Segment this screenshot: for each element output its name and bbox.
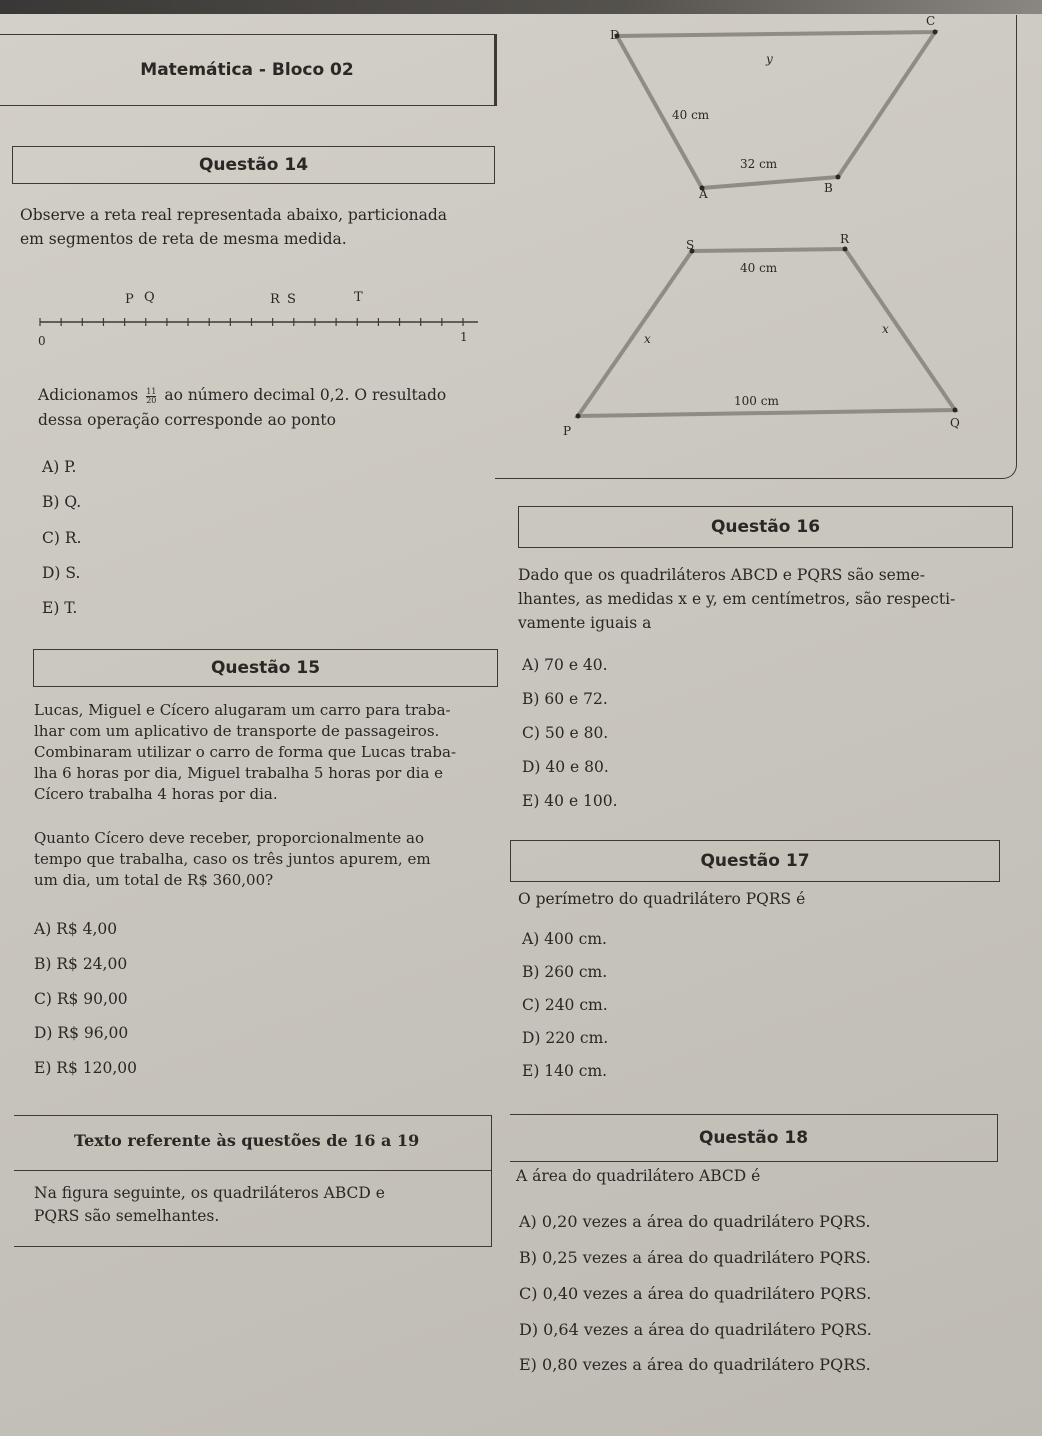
- label-one: 1: [460, 330, 468, 344]
- q15-line-2: lhar com um aplicativo de transporte de passageiros.: [34, 722, 440, 740]
- q15-line-4: lha 6 horas por dia, Miguel trabalha 5 horas por dia e: [34, 764, 444, 782]
- q14-title: Questão 14: [198, 155, 309, 175]
- label-p: P: [125, 292, 134, 307]
- page-title-box: [0, 34, 495, 106]
- q14-title-box: [12, 146, 495, 184]
- q14-option-d[interactable]: D) S.: [42, 564, 81, 582]
- text-reference-line-2: PQRS são semelhantes.: [34, 1207, 220, 1225]
- q15-line-6: Quanto Cícero deve receber, proporcionalmente ao: [34, 829, 425, 847]
- q15-line-8: um dia, um total de R$ 360,00?: [34, 871, 274, 889]
- fraction-den: 20: [146, 395, 157, 405]
- q15-paragraph-1: [34, 700, 504, 805]
- q16-option-c[interactable]: C) 50 e 80.: [522, 724, 609, 742]
- q15-line-5: Cícero trabalha 4 horas por dia.: [34, 785, 278, 803]
- q15-option-b[interactable]: B) R$ 24,00: [34, 955, 128, 973]
- vertex-q: [953, 408, 958, 413]
- q16-title-box: [518, 506, 1013, 548]
- q14-option-b[interactable]: B) Q.: [42, 493, 82, 511]
- q18-title: Questão 18: [698, 1128, 809, 1148]
- label-side-ab: 32 cm: [740, 157, 778, 171]
- q16-line-1: Dado que os quadriláteros ABCD e PQRS são seme-: [518, 566, 925, 584]
- vertex-r: [843, 247, 848, 252]
- q15-line-3: Combinaram utilizar o carro de forma que Lucas traba-: [34, 743, 457, 761]
- label-a: A: [699, 187, 708, 201]
- q14-text-2: em segmentos de reta de mesma medida.: [20, 230, 347, 248]
- q16-option-a[interactable]: A) 70 e 40.: [522, 656, 608, 674]
- label-t: T: [354, 290, 363, 305]
- number-line: [30, 285, 500, 355]
- vertex-b: [836, 175, 841, 180]
- text-reference-divider: [14, 1170, 492, 1171]
- q17-option-c[interactable]: C) 240 cm.: [522, 996, 608, 1014]
- q16-option-e[interactable]: E) 40 e 100.: [522, 792, 618, 810]
- q15-option-a[interactable]: A) R$ 4,00: [34, 920, 118, 938]
- label-y: y: [766, 52, 773, 66]
- q17-option-a[interactable]: A) 400 cm.: [522, 930, 607, 948]
- similar-quadrilaterals-figure: [540, 20, 1010, 440]
- label-zero: 0: [38, 334, 46, 348]
- q18-option-d[interactable]: D) 0,64 vezes a área do quadrilátero PQRS.: [519, 1320, 872, 1339]
- q14-option-e[interactable]: E) T.: [42, 599, 78, 617]
- q18-text: A área do quadrilátero ABCD é: [516, 1167, 761, 1185]
- label-x-right: x: [882, 322, 889, 336]
- q17-text: O perímetro do quadrilátero PQRS é: [518, 890, 806, 908]
- q18-option-a[interactable]: A) 0,20 vezes a área do quadrilátero PQRS.: [519, 1212, 871, 1231]
- label-s-vertex: S: [686, 238, 695, 252]
- number-line-ticks: [40, 318, 463, 326]
- label-side-sr: 40 cm: [740, 261, 778, 275]
- q16-line-3: vamente iguais a: [518, 614, 652, 632]
- q18-title-box: [510, 1114, 998, 1162]
- q15-title-box: [33, 649, 498, 687]
- q17-title: Questão 17: [700, 851, 810, 871]
- q14-text-3a: Adicionamos: [38, 386, 139, 404]
- q17-option-e[interactable]: E) 140 cm.: [522, 1062, 608, 1080]
- label-q-vertex: Q: [950, 416, 960, 430]
- q14-text-3: [38, 385, 446, 406]
- label-b: B: [824, 181, 833, 195]
- q16-option-b[interactable]: B) 60 e 72.: [522, 690, 608, 708]
- label-p-vertex: P: [563, 424, 572, 438]
- q17-option-b[interactable]: B) 260 cm.: [522, 963, 608, 981]
- fraction-num: 11: [146, 386, 157, 396]
- q15-option-d[interactable]: D) R$ 96,00: [34, 1024, 129, 1042]
- label-s: S: [287, 292, 296, 307]
- label-r: R: [270, 292, 280, 307]
- fraction: [146, 388, 156, 405]
- q16-title: Questão 16: [710, 517, 821, 537]
- q15-line-1: Lucas, Miguel e Cícero alugaram um carro para traba-: [34, 701, 451, 719]
- q14-option-a[interactable]: A) P.: [42, 458, 77, 476]
- q14-text-1: Observe a reta real representada abaixo, particionada: [20, 206, 448, 224]
- page-title: Matemática - Bloco 02: [140, 60, 354, 80]
- q16-paragraph: [518, 563, 1018, 635]
- vertex-p: [576, 414, 581, 419]
- label-r-vertex: R: [840, 232, 850, 246]
- label-d: D: [610, 28, 620, 42]
- vertex-c: [933, 30, 938, 35]
- figure-panel-left-edge: [495, 34, 497, 106]
- q14-option-c[interactable]: C) R.: [42, 529, 82, 547]
- q14-text-4: dessa operação corresponde ao ponto: [38, 411, 336, 429]
- label-q: Q: [144, 290, 155, 305]
- q16-option-d[interactable]: D) 40 e 80.: [522, 758, 609, 776]
- q15-option-e[interactable]: E) R$ 120,00: [34, 1059, 137, 1077]
- q18-option-e[interactable]: E) 0,80 vezes a área do quadrilátero PQRS.: [519, 1355, 871, 1374]
- top-edge: [0, 0, 1042, 14]
- q14-text-3b: ao número decimal 0,2. O resultado: [164, 386, 447, 404]
- q15-line-7: tempo que trabalha, caso os três juntos apurem, em: [34, 850, 431, 868]
- label-side-pq: 100 cm: [734, 394, 779, 408]
- q17-title-box: [510, 840, 1000, 882]
- q15-paragraph-2: [34, 828, 504, 891]
- q17-option-d[interactable]: D) 220 cm.: [522, 1029, 609, 1047]
- text-reference-line-1: Na figura seguinte, os quadriláteros ABCD e: [34, 1184, 385, 1202]
- q15-title: Questão 15: [210, 658, 321, 678]
- q18-option-b[interactable]: B) 0,25 vezes a área do quadrilátero PQRS.: [519, 1248, 871, 1267]
- text-reference-title: Texto referente às questões de 16 a 19: [74, 1131, 420, 1150]
- label-x-left: x: [644, 332, 651, 346]
- q15-option-c[interactable]: C) R$ 90,00: [34, 990, 128, 1008]
- label-c: C: [926, 14, 936, 28]
- label-side-ad: 40 cm: [672, 108, 710, 122]
- q16-line-2: lhantes, as medidas x e y, em centímetros, são respecti-: [518, 590, 956, 608]
- q18-option-c[interactable]: C) 0,40 vezes a área do quadrilátero PQRS.: [519, 1284, 872, 1303]
